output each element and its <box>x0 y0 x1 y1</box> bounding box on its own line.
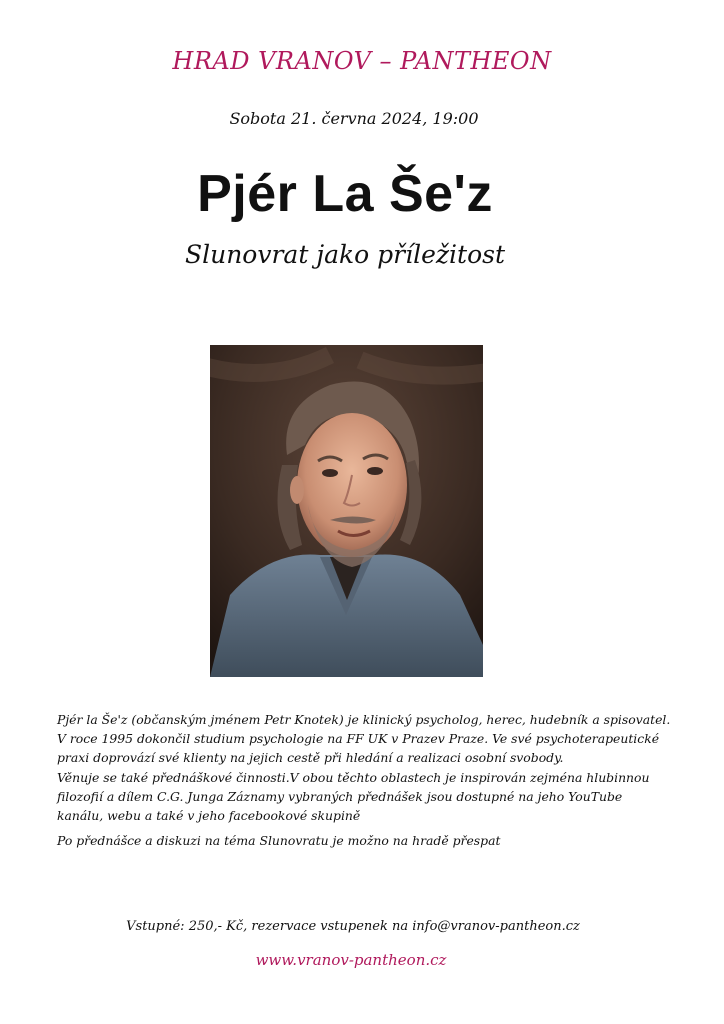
overnight-note: Po přednášce a diskuzi na téma Slunovratu je možno na hradě přespat <box>57 833 501 849</box>
lecture-topic: Slunovrat jako příležitost <box>184 240 506 269</box>
website-link[interactable]: www.vranov-pantheon.cz <box>255 951 447 969</box>
venue-title: HRAD VRANOV – PANTHEON <box>172 47 552 75</box>
speaker-portrait-photo <box>210 345 483 677</box>
bio-line: V roce 1995 dokončil studium psychologie na FF UK v Prazev Praze. Ve své psychoterapeutické <box>57 731 660 747</box>
bio-line: Věnuje se také přednáškové činnosti.V obou těchto oblastech je inspirován zejména hlubinnou <box>57 769 650 785</box>
bio-line: Pjér la Še'z (občanským jménem Petr Knotek) je klinický psycholog, herec, hudebník a spisovatel. <box>57 712 671 727</box>
bio-line: kanálu, webu a také v jeho facebookové skupině <box>57 808 361 824</box>
speaker-name: Pjér La Še'z <box>197 165 493 223</box>
admission-info: Vstupné: 250,- Kč, rezervace vstupenek na info@vranov-pantheon.cz <box>126 919 580 934</box>
bio-line: praxi doprovází své klienty na jejich cestě při hledání a realizaci osobní svobody. <box>57 750 564 766</box>
bio-line: filozofií a dílem C.G. Junga Záznamy vybraných přednášek jsou dostupné na jeho YouTube <box>57 788 623 804</box>
speaker-bio <box>57 710 677 850</box>
event-datetime: Sobota 21. června 2024, 19:00 <box>229 109 479 128</box>
